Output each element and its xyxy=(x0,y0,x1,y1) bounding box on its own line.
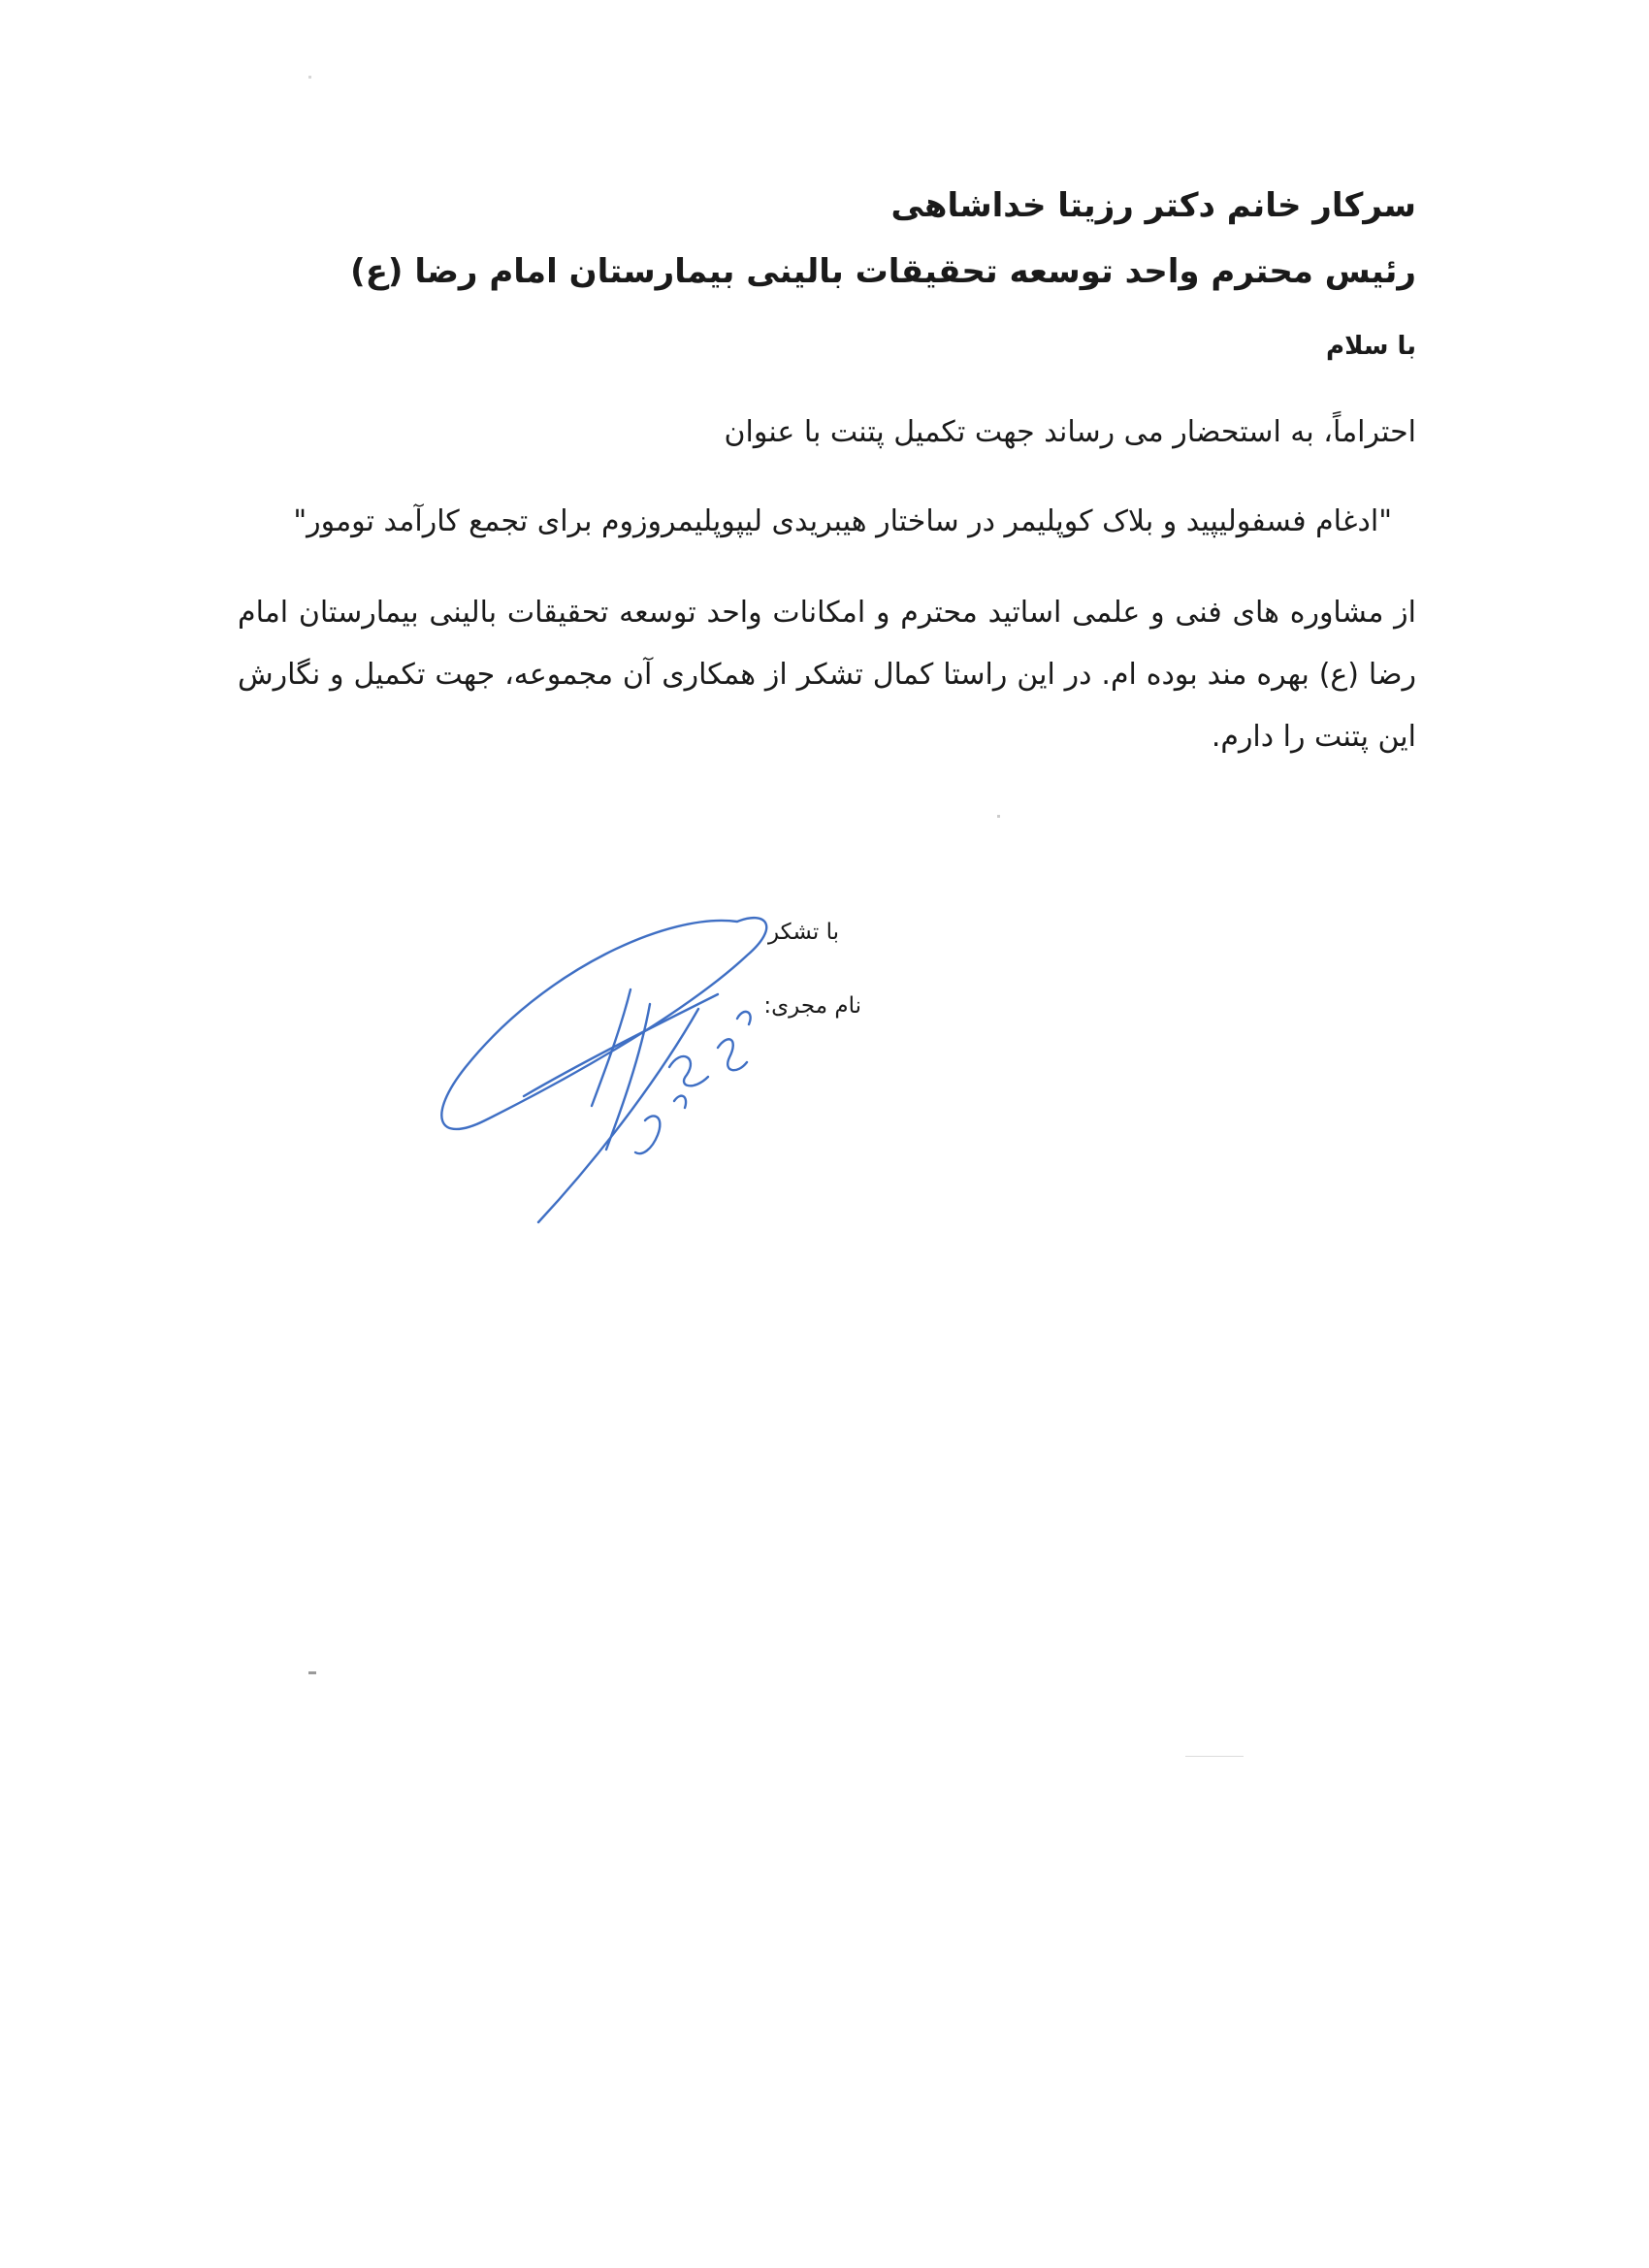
closing-text: با تشکر xyxy=(767,920,839,945)
recipient-title: رئیس محترم واحد توسعه تحقیقات بالینی بیمارستان امام رضا (ع) xyxy=(350,252,1416,291)
patent-title: "ادغام فسفولیپید و بلاک کوپلیمر در ساختار هیبریدی لیپوپلیمروزوم برای تجمع کارآمد تومور" xyxy=(293,504,1392,538)
opening-line: احتراماً، به استحضار می رساند جهت تکمیل پتنت با عنوان xyxy=(724,415,1416,449)
scan-speck xyxy=(308,76,311,79)
executor-label: نام مجری: xyxy=(763,993,861,1019)
salutation: با سلام xyxy=(1326,332,1416,361)
recipient-name: سرکار خانم دکتر رزیتا خداشاهی xyxy=(890,186,1416,225)
scan-speck xyxy=(308,1671,316,1674)
scan-speck xyxy=(997,815,1000,818)
body-paragraph: از مشاوره های فنی و علمی اساتید محترم و امکانات واحد توسعه تحقیقات بالینی بیمارستان امام رضا (ع) بهره مند بوده ام. در این راستا کمال تشکر از همکاری آن مجموعه، جهت تکمیل و نگارش این پتنت را دارم. xyxy=(238,596,1416,754)
handwritten-signature xyxy=(427,902,873,1251)
scan-speck xyxy=(1185,1756,1244,1757)
